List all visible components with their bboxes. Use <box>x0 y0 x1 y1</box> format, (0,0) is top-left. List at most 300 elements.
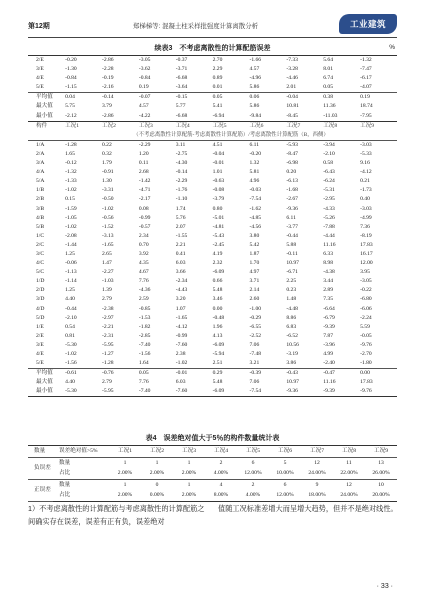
table-cell: 8.00% <box>205 490 237 501</box>
table-cell: 3.79 <box>101 103 112 110</box>
table-cell: 0.70 <box>138 241 149 248</box>
table-cell: -4.99 <box>360 214 372 221</box>
table-cell: 5.86 <box>249 103 260 110</box>
table-cell: 10.00% <box>269 468 301 479</box>
table-cell: -3.94 <box>323 141 335 148</box>
table-cell: 0.20 <box>286 169 297 176</box>
table-cell: -0.29 <box>249 314 262 321</box>
row-label: 5/C <box>36 269 45 276</box>
table-cell: 0.15 <box>65 196 75 203</box>
column-header: 工况4 <box>205 446 237 458</box>
row-label: 4/E <box>36 75 44 82</box>
table-cell: -4.22 <box>138 112 151 119</box>
table-row <box>28 83 397 93</box>
column-header: 工况1 <box>65 121 102 131</box>
table-cell: 1.48 <box>286 296 297 303</box>
table-cell: 12 <box>346 481 352 488</box>
table-cell: 5.88 <box>286 241 297 248</box>
table-cell: -1.14 <box>65 278 77 285</box>
table-cell: 2 <box>251 481 255 488</box>
table-cell: -4.12 <box>360 169 372 176</box>
row-label: 最大值 <box>36 103 53 110</box>
table-cell: -1.00 <box>249 305 262 312</box>
table-cell: -2.17 <box>138 196 151 203</box>
table-cell: 2.00% <box>109 468 141 479</box>
table-cell: 1.79 <box>101 160 112 167</box>
table-cell: -1.55 <box>175 232 188 239</box>
table-cell: -1.32 <box>360 56 397 66</box>
table-cell: -2.52 <box>249 332 262 339</box>
blank-cell <box>28 131 65 141</box>
table-cell: 1.25 <box>65 287 75 294</box>
page-header <box>28 13 397 38</box>
table-cell: -4.36 <box>138 287 151 294</box>
row-label: 最小值 <box>28 387 65 397</box>
table-cell: 10 <box>378 481 384 488</box>
table-cell: -5.95 <box>102 387 139 397</box>
table-row <box>28 314 397 323</box>
metric-label: 数量 <box>59 459 71 466</box>
table-cell: -4.48 <box>286 305 298 312</box>
table-cell: -6.80 <box>360 296 372 303</box>
row-label: 4/C <box>36 260 45 267</box>
table-cell: 0.00% <box>141 490 173 501</box>
table-cell: -6.94 <box>212 112 225 119</box>
table-cell: 6.11 <box>286 214 296 221</box>
table-cell: -6.09 <box>212 341 225 348</box>
row-label: 2/D <box>36 287 45 294</box>
table-row <box>28 268 397 277</box>
table-cell: -0.99 <box>175 332 188 339</box>
table-cell: 2.00% <box>141 468 173 479</box>
row-label: 1/A <box>36 141 45 148</box>
table-cell: 24.00% <box>301 468 333 479</box>
table-cell: -2.31 <box>101 332 114 339</box>
table-cell: -0.91 <box>101 169 114 176</box>
table-cell: 3.86 <box>286 360 297 367</box>
table3-unit: % <box>389 44 395 51</box>
table-cell: -0.04 <box>212 150 225 157</box>
table-cell: 6.33 <box>323 250 333 257</box>
table-cell: 3.66 <box>175 269 186 276</box>
table-cell: -5.93 <box>286 141 298 148</box>
column-header: 工况2 <box>102 121 139 131</box>
table-cell: -4.96 <box>249 75 262 82</box>
table-cell: 5.59 <box>360 323 370 330</box>
table-cell: -6.06 <box>360 305 372 312</box>
table-cell: 2 <box>219 459 223 466</box>
table-cell: 3.92 <box>138 250 149 257</box>
table-cell: 18.74 <box>360 103 373 110</box>
table-cell: 5.64 <box>323 56 360 66</box>
table-cell: 6.03 <box>175 260 186 267</box>
table-cell: -4.33 <box>323 205 335 212</box>
table-cell: -1.73 <box>360 187 372 194</box>
table-cell: 5.48 <box>212 379 223 386</box>
table-cell: -0.01 <box>212 160 225 167</box>
journal-logo: 工业建筑 <box>339 14 397 34</box>
table-cell: -0.56 <box>101 214 114 221</box>
table-cell: 12.00 <box>360 260 373 267</box>
column-header: 工况9 <box>360 121 397 131</box>
table-cell: 0.32 <box>101 150 112 157</box>
table-cell: 0.54 <box>65 323 75 330</box>
table-row <box>28 56 397 66</box>
table-cell: -1.56 <box>65 360 77 367</box>
row-label: 2/A <box>36 150 45 157</box>
table-cell: 4 <box>219 481 223 488</box>
table-cell: -1.28 <box>101 360 114 367</box>
table-cell: -0.08 <box>212 187 225 194</box>
table-cell: -0.84 <box>65 75 77 82</box>
table-cell: -7.95 <box>360 112 372 119</box>
table-cell: 1.30 <box>101 178 112 185</box>
table-cell: 13 <box>378 459 384 466</box>
table-cell: -1.30 <box>65 66 77 73</box>
table-cell: -6.43 <box>323 169 335 176</box>
table-cell: 8.86 <box>286 314 297 321</box>
table-cell: -9.84 <box>249 112 262 119</box>
table-cell: 11.16 <box>323 241 336 248</box>
table-cell: 1.64 <box>138 360 149 367</box>
table-cell: -6.09 <box>213 387 250 397</box>
table-cell: 2.00% <box>173 490 205 501</box>
table-cell: -7.54 <box>249 387 286 397</box>
table-cell: 0.21 <box>360 178 370 185</box>
row-label: 3/A <box>36 160 45 167</box>
table-cell: 8.98 <box>323 260 333 267</box>
table-cell: -5.43 <box>212 232 225 239</box>
table-cell: 17.83 <box>360 241 373 248</box>
table-cell: -0.61 <box>65 369 102 379</box>
table-cell: 1.07 <box>175 305 186 312</box>
table-cell: 22.00% <box>333 468 365 479</box>
table-cell: -6.68 <box>175 112 188 119</box>
table-cell: -2.08 <box>65 232 77 239</box>
table-cell: 4.99 <box>323 351 333 357</box>
table-row <box>28 112 397 122</box>
table-cell: -7.48 <box>249 351 262 357</box>
table-cell: -2.70 <box>360 351 372 357</box>
table3-lower-note: （不考虑离散性计算配筋-考虑离散性计算配筋）/考虑离散性计算配筋（B，西侧） <box>65 131 397 141</box>
row-label: 4/A <box>36 169 45 176</box>
table-row <box>28 277 397 286</box>
table-cell: 4.96 <box>249 178 260 185</box>
table-row <box>28 195 397 204</box>
table-cell: 0.22 <box>101 141 112 148</box>
table-cell: -1.02 <box>65 351 77 357</box>
table-cell: 0.66 <box>212 278 223 285</box>
table-cell: 7.36 <box>360 223 370 230</box>
table-cell: 9 <box>315 481 319 488</box>
table-row <box>28 232 397 241</box>
table-cell: 1 <box>187 481 191 488</box>
table3-caption: 续表3 不考虑离散性的计算配筋误差 <box>154 45 271 52</box>
table-cell: 2.21 <box>175 241 186 248</box>
table-cell: -0.12 <box>65 160 77 167</box>
table-cell: 1.47 <box>101 260 112 267</box>
table-cell: 0.05 <box>213 93 250 103</box>
table-cell: -3.03 <box>360 205 372 212</box>
table-cell: -3.05 <box>360 278 372 285</box>
table-cell: -6.98 <box>286 160 298 167</box>
column-header: 工况4 <box>176 121 213 131</box>
table-cell: -5.33 <box>360 150 372 157</box>
table-cell: 0.00 <box>360 369 397 379</box>
table-cell: 4.40 <box>65 296 75 303</box>
table-cell: -6.09 <box>212 269 225 276</box>
table-cell: 2.34 <box>138 232 149 239</box>
row-label: 3/E <box>36 341 44 348</box>
table-cell: -7.47 <box>360 66 372 73</box>
table-row <box>28 140 397 150</box>
table-row <box>28 177 397 186</box>
table-cell: -0.04 <box>286 93 323 103</box>
table-cell: 11.36 <box>323 103 336 110</box>
table-cell: 0.04 <box>65 93 102 103</box>
table-cell: 8.01 <box>323 66 333 73</box>
row-label: 平均值 <box>28 369 65 379</box>
body-paragraph-right: 值随工况标准差增大而呈增大趋势，但并不是绝对线性。 <box>218 504 398 513</box>
column-header: 工况1 <box>109 446 141 458</box>
table-cell: 18.00% <box>301 490 333 501</box>
table-cell: -0.47 <box>323 369 360 379</box>
table-cell: -6.68 <box>175 75 188 82</box>
table-cell: -1.65 <box>175 314 188 321</box>
table-cell: -0.19 <box>101 75 114 82</box>
row-label: 最小值 <box>36 112 53 119</box>
issue-number: 第12期 <box>28 23 50 30</box>
table-cell: 4.00% <box>205 468 237 479</box>
table4 <box>28 445 397 502</box>
table-cell: 2.65 <box>101 250 112 257</box>
table-cell: -4.43 <box>175 287 188 294</box>
table-cell: 7.35 <box>323 296 333 303</box>
table-cell: 5.75 <box>65 103 75 110</box>
table-cell: 4.97 <box>249 269 260 276</box>
table-cell: 0.58 <box>323 160 333 167</box>
table-cell: -8.47 <box>286 150 298 157</box>
table-cell: 6.83 <box>286 323 297 330</box>
column-header: 工况3 <box>173 446 205 458</box>
table-cell: 0.08 <box>138 205 149 212</box>
table-cell: -0.11 <box>286 250 298 257</box>
table-row <box>28 159 397 168</box>
table-cell: -2.29 <box>138 141 151 148</box>
table-cell: -2.29 <box>175 178 188 185</box>
table-cell: 4.00% <box>237 490 269 501</box>
table-cell: -1.02 <box>65 187 77 194</box>
table-cell: -5.01 <box>212 214 225 221</box>
table4-caption: 表4 误差绝对值大于5％的构件数量统计表 <box>145 435 280 442</box>
table-row <box>28 168 397 177</box>
table-cell: 11.16 <box>323 379 336 386</box>
table-cell: -6.64 <box>323 305 335 312</box>
table-cell: 0.19 <box>360 93 397 103</box>
table-cell: 4.57 <box>249 66 260 73</box>
metric-label: 占比 <box>53 468 109 479</box>
table-cell: 0.89 <box>212 75 223 82</box>
table-cell: -1.66 <box>249 56 286 66</box>
row-label: 3/D <box>36 296 45 303</box>
table-cell: 2.00% <box>109 490 141 501</box>
table-cell: 3.71 <box>249 278 260 285</box>
table-cell: 4.19 <box>212 250 223 257</box>
column-header: 工况8 <box>323 121 360 131</box>
table-row <box>28 378 397 387</box>
table-cell: -8.45 <box>286 112 298 119</box>
table-cell: 26.00% <box>365 468 397 479</box>
table-cell: -3.19 <box>286 351 298 357</box>
table-cell: -1.42 <box>138 178 151 185</box>
table-cell: 1 <box>123 459 127 466</box>
table-row <box>28 479 397 490</box>
table-cell: 1 <box>187 459 191 466</box>
metric-label: 占比 <box>53 490 109 501</box>
table4-header <box>28 446 397 458</box>
table-cell: -1.13 <box>65 269 77 276</box>
table-cell: -4.30 <box>175 160 188 167</box>
table-cell: -0.43 <box>286 369 323 379</box>
table-cell: -1.28 <box>65 141 77 148</box>
table-cell: -9.39 <box>323 387 360 397</box>
table3-lower-note-row <box>28 131 397 141</box>
table-cell: -9.76 <box>360 387 397 397</box>
table-cell: -5.94 <box>212 351 225 357</box>
table3-lower-header <box>28 121 397 131</box>
table-cell: 1.20 <box>138 150 149 157</box>
table-cell: -0.37 <box>176 56 213 66</box>
table-cell: 3.80 <box>249 232 260 239</box>
column-header: 工况9 <box>365 446 397 458</box>
table-cell: -4.46 <box>286 75 298 82</box>
table-cell: -3.77 <box>286 223 298 230</box>
table-cell: 16.17 <box>360 250 373 257</box>
table-cell: -6.55 <box>249 323 262 330</box>
table-cell: 4.13 <box>212 332 223 339</box>
table-cell: 2.51 <box>212 360 223 367</box>
table-cell: 2.68 <box>138 169 149 176</box>
table-cell: 6.03 <box>175 379 186 386</box>
table-cell: 1.39 <box>101 287 112 294</box>
table-cell: 0.29 <box>213 369 250 379</box>
table-cell: 0.23 <box>286 287 297 294</box>
metric-label: 数量 <box>59 481 71 488</box>
table-row <box>28 457 397 468</box>
row-label: 2/E <box>28 56 65 66</box>
column-header: 工况3 <box>139 121 176 131</box>
body-paragraph-left: 1）不考虑离散性的计算配筋与考虑离散性的计算配筋之间确实存在误差，误差有正有负，误差绝对 <box>28 504 205 526</box>
table-cell: -3.71 <box>175 66 188 73</box>
table-cell: 1.74 <box>175 205 186 212</box>
table-cell: 3.11 <box>175 141 186 148</box>
group-label: 负误差 <box>28 457 53 479</box>
table-cell: 7.87 <box>323 332 333 339</box>
table-cell: 1.96 <box>212 323 223 330</box>
row-label: 5/E <box>36 84 44 91</box>
table-cell: -0.14 <box>175 169 188 176</box>
table-cell: 4.51 <box>212 141 223 148</box>
table-cell: 11 <box>346 459 352 466</box>
table-cell: 3.46 <box>212 296 223 303</box>
table-row <box>28 490 397 501</box>
table-cell: 10.81 <box>286 103 299 110</box>
table-cell: 0.00 <box>212 305 223 312</box>
row-label: 4/D <box>36 305 45 312</box>
table-cell: -1.59 <box>65 205 77 212</box>
table-cell: -2.45 <box>212 241 225 248</box>
table-cell: -1.33 <box>65 178 77 185</box>
row-label: 3/C <box>36 250 45 257</box>
table-cell: -4.85 <box>249 214 262 221</box>
table-cell: 2.00% <box>173 468 205 479</box>
table-cell: 3.44 <box>323 278 333 285</box>
table-cell: -4.56 <box>249 223 262 230</box>
table-cell: 2.25 <box>286 278 297 285</box>
table-cell: 2.60 <box>249 296 260 303</box>
table-cell: -2.27 <box>101 269 114 276</box>
table-cell: 0.40 <box>360 196 370 203</box>
row-label: 2/C <box>36 241 45 248</box>
table-cell: -4.07 <box>360 84 372 91</box>
table-cell: 6 <box>251 459 255 466</box>
table-row <box>28 241 397 250</box>
table-cell: 2.79 <box>101 379 112 386</box>
table-cell: -9.36 <box>286 205 298 212</box>
table-row <box>28 250 397 259</box>
table-cell: 7.76 <box>138 379 149 386</box>
table-row <box>28 369 397 379</box>
table-cell: -0.20 <box>249 150 262 157</box>
table-cell: 5.86 <box>249 84 260 91</box>
table-cell: -3.03 <box>360 141 372 148</box>
table-cell: 4.67 <box>138 269 149 276</box>
table-cell: 12 <box>314 459 320 466</box>
table-cell: 5.76 <box>175 214 186 221</box>
table-cell: -0.14 <box>102 93 139 103</box>
table-cell: -0.05 <box>360 332 372 339</box>
table-cell: -7.60 <box>175 341 188 348</box>
table-cell: 2.89 <box>323 287 333 294</box>
table-cell: 0.05 <box>323 84 333 91</box>
table-cell: -0.39 <box>249 369 286 379</box>
table-cell: -1.44 <box>65 241 77 248</box>
table-row <box>28 102 397 111</box>
table-row <box>28 65 397 74</box>
table-cell: 3.20 <box>175 296 186 303</box>
table-cell: -2.21 <box>101 323 114 330</box>
table-row <box>28 214 397 223</box>
table-cell: 7.76 <box>138 278 149 285</box>
table-cell: -2.12 <box>65 112 77 119</box>
table-cell: 2.29 <box>212 66 223 73</box>
table-row <box>28 332 397 341</box>
table-cell: 2.59 <box>138 296 149 303</box>
table-cell: 1.87 <box>249 250 260 257</box>
row-label: 5/A <box>36 178 45 185</box>
table-cell: 1.01 <box>212 169 223 176</box>
table-cell: 7.06 <box>249 341 260 348</box>
row-label: 5/E <box>36 360 44 367</box>
running-title: 郑梯梯等: 混凝土柱采样批强度计算离散分析 <box>133 23 258 30</box>
table-cell: -1.15 <box>65 84 77 91</box>
column-header: 工况7 <box>286 121 323 131</box>
table-cell: 4.35 <box>138 260 149 267</box>
table-cell: -9.76 <box>360 341 372 348</box>
table-row <box>28 387 397 397</box>
table-cell: 0.19 <box>138 84 149 91</box>
table-row <box>28 259 397 268</box>
